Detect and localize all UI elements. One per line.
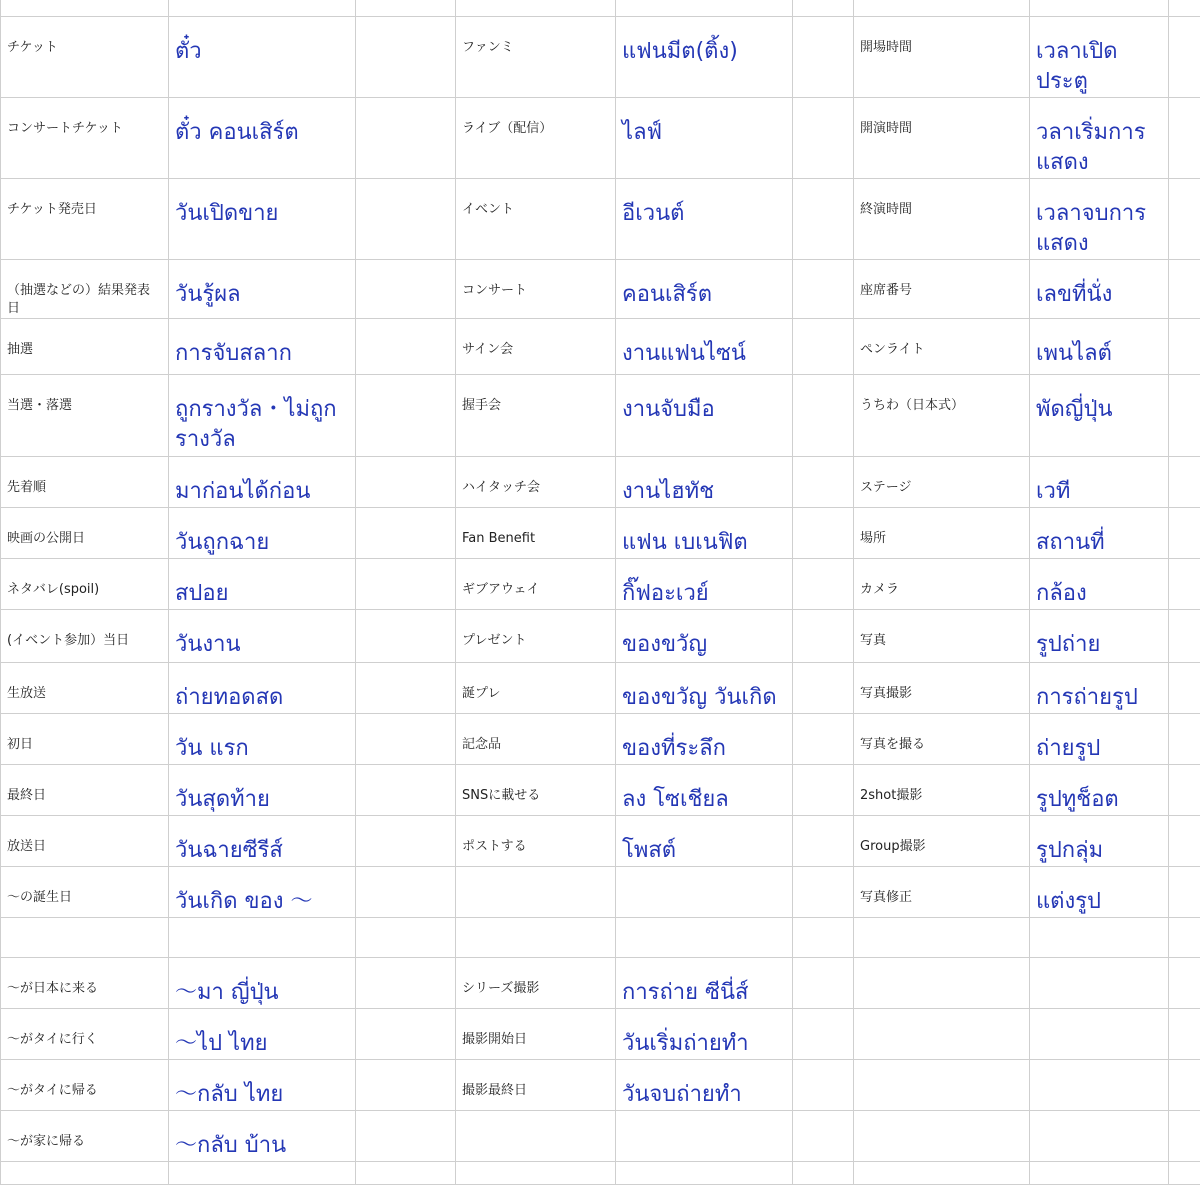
cell-h[interactable]: เลขที่นั่ง	[1030, 260, 1169, 319]
cell-a[interactable]: チケット	[1, 17, 169, 98]
cell-h[interactable]: รูปถ่าย	[1030, 610, 1169, 663]
cell-b[interactable]: 〜ไป ไทย	[169, 1009, 356, 1060]
cell-h[interactable]	[1030, 1060, 1169, 1111]
table-row	[1, 1060, 1200, 1111]
cell-f[interactable]	[793, 559, 854, 610]
cell-b[interactable]: วันถูกฉาย	[169, 508, 356, 559]
cell-b[interactable]: ตั๋ว	[169, 17, 356, 98]
cell-g[interactable]: うちわ（日本式）	[854, 375, 1030, 457]
cell-f[interactable]	[793, 714, 854, 765]
table-row	[1, 17, 1200, 98]
cell-b[interactable]: สปอย	[169, 559, 356, 610]
cell-g[interactable]	[854, 1009, 1030, 1060]
cell-i[interactable]	[1169, 663, 1200, 714]
cell-e[interactable]: วันจบถ่ายทำ	[616, 1060, 793, 1111]
cell-b[interactable]	[169, 918, 356, 958]
cell-h[interactable]: การถ่ายรูป	[1030, 663, 1169, 714]
cell-f[interactable]	[793, 508, 854, 559]
cell-b[interactable]: วันสุดท้าย	[169, 765, 356, 816]
table-row	[1, 958, 1200, 1009]
cell-h[interactable]: ถ่ายรูป	[1030, 714, 1169, 765]
cell-a[interactable]: 〜がタイに行く	[1, 1009, 169, 1060]
cell-i[interactable]	[1169, 457, 1200, 508]
cell-h[interactable]: พัดญี่ปุ่น	[1030, 375, 1169, 457]
cell-c[interactable]	[356, 98, 456, 179]
cell-g[interactable]	[854, 918, 1030, 958]
cell-f[interactable]	[793, 765, 854, 816]
cell-d[interactable]: ファンミ	[456, 17, 616, 98]
cell-g[interactable]: カメラ	[854, 559, 1030, 610]
cell-c[interactable]	[356, 319, 456, 375]
cell-c[interactable]	[356, 260, 456, 319]
cell-a[interactable]: 〜がタイに帰る	[1, 1060, 169, 1111]
cell-e[interactable]	[616, 918, 793, 958]
cell-f[interactable]	[793, 0, 854, 17]
cell-a[interactable]: チケット発売日	[1, 179, 169, 260]
table-row	[1, 559, 1200, 610]
cell-g[interactable]: 写真修正	[854, 867, 1030, 918]
cell-f[interactable]	[793, 179, 854, 260]
cell-h[interactable]: รูปกลุ่ม	[1030, 816, 1169, 867]
cell-f[interactable]	[793, 663, 854, 714]
cell-c[interactable]	[356, 1009, 456, 1060]
table-row	[1, 610, 1200, 663]
cell-i[interactable]	[1169, 1111, 1200, 1162]
cell-c[interactable]	[356, 918, 456, 958]
cell-e[interactable]: ลง โซเชียล	[616, 765, 793, 816]
cell-a[interactable]: 初日	[1, 714, 169, 765]
cell-g[interactable]: 場所	[854, 508, 1030, 559]
cell-g[interactable]: 2shot撮影	[854, 765, 1030, 816]
cell-f[interactable]	[793, 958, 854, 1009]
cell-i[interactable]	[1169, 958, 1200, 1009]
cell-a[interactable]	[1, 918, 169, 958]
cell-f[interactable]	[793, 457, 854, 508]
cell-h[interactable]	[1030, 958, 1169, 1009]
cell-e[interactable]: แฟน เบเนฟิต	[616, 508, 793, 559]
cell-i[interactable]	[1169, 260, 1200, 319]
cell-f[interactable]	[793, 375, 854, 457]
cell-a[interactable]	[1, 1162, 169, 1185]
cell-i[interactable]	[1169, 918, 1200, 958]
cell-e[interactable]: แฟนมีต(ติ้ง)	[616, 17, 793, 98]
cell-c[interactable]	[356, 663, 456, 714]
cell-c[interactable]	[356, 867, 456, 918]
cell-e[interactable]	[616, 1111, 793, 1162]
cell-i[interactable]	[1169, 867, 1200, 918]
cell-h[interactable]	[1030, 1009, 1169, 1060]
cell-d[interactable]: 撮影開始日	[456, 1009, 616, 1060]
cell-d[interactable]: プレゼント	[456, 610, 616, 663]
cell-e[interactable]: กิ๊ฟอะเวย์	[616, 559, 793, 610]
cell-i[interactable]	[1169, 559, 1200, 610]
table-row	[1, 179, 1200, 260]
cell-h[interactable]	[1030, 918, 1169, 958]
cell-h[interactable]	[1030, 0, 1169, 17]
table-row	[1, 867, 1200, 918]
cell-c[interactable]	[356, 0, 456, 17]
cell-e[interactable]: การถ่าย ซีนี่ส์	[616, 958, 793, 1009]
cell-i[interactable]	[1169, 1060, 1200, 1111]
cell-a[interactable]: 最終日	[1, 765, 169, 816]
cell-e[interactable]: ของขวัญ	[616, 610, 793, 663]
cell-g[interactable]: ペンライト	[854, 319, 1030, 375]
cell-b[interactable]	[169, 1162, 356, 1185]
cell-e[interactable]: งานไฮทัช	[616, 457, 793, 508]
cell-b[interactable]: 〜กลับ ไทย	[169, 1060, 356, 1111]
cell-a[interactable]: 放送日	[1, 816, 169, 867]
cell-c[interactable]	[356, 958, 456, 1009]
cell-a[interactable]: 当選・落選	[1, 375, 169, 457]
cell-c[interactable]	[356, 375, 456, 457]
table-row	[1, 375, 1200, 457]
cell-d[interactable]	[456, 918, 616, 958]
cell-f[interactable]	[793, 98, 854, 179]
cell-h[interactable]: สถานที่	[1030, 508, 1169, 559]
cell-h[interactable]: กล้อง	[1030, 559, 1169, 610]
cell-c[interactable]	[356, 17, 456, 98]
cell-d[interactable]: Fan Benefit	[456, 508, 616, 559]
cell-g[interactable]: 終演時間	[854, 179, 1030, 260]
cell-g[interactable]	[854, 1060, 1030, 1111]
cell-g[interactable]	[854, 1162, 1030, 1185]
cell-i[interactable]	[1169, 375, 1200, 457]
cell-h[interactable]: รูปทูช็อต	[1030, 765, 1169, 816]
cell-e[interactable]: ของขวัญ วันเกิด	[616, 663, 793, 714]
cell-f[interactable]	[793, 610, 854, 663]
cell-a[interactable]: 生放送	[1, 663, 169, 714]
cell-d[interactable]: ポストする	[456, 816, 616, 867]
cell-g[interactable]: 開演時間	[854, 98, 1030, 179]
cell-b[interactable]	[169, 0, 356, 17]
cell-f[interactable]	[793, 260, 854, 319]
cell-f[interactable]	[793, 1009, 854, 1060]
cell-d[interactable]: ライブ（配信）	[456, 98, 616, 179]
cell-c[interactable]	[356, 610, 456, 663]
cell-a[interactable]: 映画の公開日	[1, 508, 169, 559]
cell-b[interactable]: วันฉายซีรีส์	[169, 816, 356, 867]
cell-i[interactable]	[1169, 98, 1200, 179]
table-row	[1, 1009, 1200, 1060]
cell-e[interactable]: คอนเสิร์ต	[616, 260, 793, 319]
cell-d[interactable]	[456, 1162, 616, 1185]
cell-i[interactable]	[1169, 765, 1200, 816]
cell-c[interactable]	[356, 816, 456, 867]
cell-a[interactable]: 先着順	[1, 457, 169, 508]
cell-h[interactable]	[1030, 1111, 1169, 1162]
cell-i[interactable]	[1169, 1009, 1200, 1060]
cell-d[interactable]: ハイタッチ会	[456, 457, 616, 508]
cell-g[interactable]: 写真	[854, 610, 1030, 663]
cell-b[interactable]: 〜มา ญี่ปุ่น	[169, 958, 356, 1009]
cell-g[interactable]: 座席番号	[854, 260, 1030, 319]
cell-b[interactable]: วันเกิด ของ 〜	[169, 867, 356, 918]
cell-a[interactable]	[1, 0, 169, 17]
cell-g[interactable]: ステージ	[854, 457, 1030, 508]
cell-g[interactable]: 写真を撮る	[854, 714, 1030, 765]
cell-h[interactable]: เวลาเปิดประตู	[1030, 17, 1169, 98]
spreadsheet-body	[1, 0, 1200, 1185]
cell-c[interactable]	[356, 1060, 456, 1111]
cell-c[interactable]	[356, 1111, 456, 1162]
cell-b[interactable]: วันรู้ผล	[169, 260, 356, 319]
cell-e[interactable]	[616, 1162, 793, 1185]
cell-i[interactable]	[1169, 17, 1200, 98]
cell-i[interactable]	[1169, 714, 1200, 765]
cell-f[interactable]	[793, 867, 854, 918]
table-row	[1, 0, 1200, 17]
cell-f[interactable]	[793, 816, 854, 867]
cell-g[interactable]	[854, 0, 1030, 17]
cell-e[interactable]: อีเวนต์	[616, 179, 793, 260]
cell-d[interactable]	[456, 867, 616, 918]
cell-c[interactable]	[356, 508, 456, 559]
cell-i[interactable]	[1169, 319, 1200, 375]
table-row	[1, 765, 1200, 816]
cell-h[interactable]: วลาเริ่มการแสดง	[1030, 98, 1169, 179]
cell-d[interactable]: SNSに載せる	[456, 765, 616, 816]
cell-b[interactable]: ตั๋ว คอนเสิร์ต	[169, 98, 356, 179]
cell-d[interactable]: 記念品	[456, 714, 616, 765]
cell-e[interactable]	[616, 0, 793, 17]
cell-b[interactable]: ถูกรางวัล・ไม่ถูกรางวัล	[169, 375, 356, 457]
table-row	[1, 663, 1200, 714]
cell-b[interactable]: การจับสลาก	[169, 319, 356, 375]
cell-e[interactable]: งานจับมือ	[616, 375, 793, 457]
cell-i[interactable]	[1169, 1162, 1200, 1185]
cell-e[interactable]	[616, 867, 793, 918]
cell-d[interactable]: 握手会	[456, 375, 616, 457]
cell-f[interactable]	[793, 1162, 854, 1185]
table-row	[1, 918, 1200, 958]
cell-a[interactable]: 〜が家に帰る	[1, 1111, 169, 1162]
cell-a[interactable]: (イベント参加）当日	[1, 610, 169, 663]
cell-h[interactable]	[1030, 1162, 1169, 1185]
cell-c[interactable]	[356, 179, 456, 260]
table-row	[1, 816, 1200, 867]
cell-i[interactable]	[1169, 816, 1200, 867]
cell-b[interactable]: 〜กลับ บ้าน	[169, 1111, 356, 1162]
cell-c[interactable]	[356, 457, 456, 508]
table-row	[1, 714, 1200, 765]
cell-e[interactable]: ของที่ระลึก	[616, 714, 793, 765]
table-row	[1, 1162, 1200, 1185]
cell-g[interactable]: 開場時間	[854, 17, 1030, 98]
table-row	[1, 508, 1200, 559]
cell-c[interactable]	[356, 1162, 456, 1185]
cell-a[interactable]: 〜の誕生日	[1, 867, 169, 918]
cell-f[interactable]	[793, 17, 854, 98]
cell-c[interactable]	[356, 765, 456, 816]
cell-d[interactable]	[456, 1111, 616, 1162]
cell-h[interactable]: เวที	[1030, 457, 1169, 508]
cell-a[interactable]: ネタバレ(spoil)	[1, 559, 169, 610]
cell-d[interactable]: 誕プレ	[456, 663, 616, 714]
cell-e[interactable]: ไลฟ์	[616, 98, 793, 179]
cell-b[interactable]: ถ่ายทอดสด	[169, 663, 356, 714]
cell-i[interactable]	[1169, 179, 1200, 260]
cell-d[interactable]	[456, 0, 616, 17]
cell-c[interactable]	[356, 714, 456, 765]
cell-a[interactable]: 抽選	[1, 319, 169, 375]
cell-g[interactable]	[854, 1111, 1030, 1162]
table-row	[1, 319, 1200, 375]
cell-f[interactable]	[793, 918, 854, 958]
cell-a[interactable]: （抽選などの）結果発表日	[1, 260, 169, 319]
cell-c[interactable]	[356, 559, 456, 610]
cell-h[interactable]: เพนไลต์	[1030, 319, 1169, 375]
cell-f[interactable]	[793, 319, 854, 375]
cell-d[interactable]: イベント	[456, 179, 616, 260]
cell-f[interactable]	[793, 1111, 854, 1162]
cell-i[interactable]	[1169, 610, 1200, 663]
table-row	[1, 98, 1200, 179]
cell-d[interactable]: シリーズ撮影	[456, 958, 616, 1009]
cell-b[interactable]: วันงาน	[169, 610, 356, 663]
cell-d[interactable]: コンサート	[456, 260, 616, 319]
cell-f[interactable]	[793, 1060, 854, 1111]
cell-i[interactable]	[1169, 0, 1200, 17]
cell-g[interactable]: Group撮影	[854, 816, 1030, 867]
cell-a[interactable]: コンサートチケット	[1, 98, 169, 179]
table-row	[1, 1111, 1200, 1162]
cell-b[interactable]: วัน แรก	[169, 714, 356, 765]
cell-h[interactable]: แต่งรูป	[1030, 867, 1169, 918]
cell-e[interactable]: งานแฟนไซน์	[616, 319, 793, 375]
cell-d[interactable]: 撮影最終日	[456, 1060, 616, 1111]
cell-g[interactable]	[854, 958, 1030, 1009]
cell-e[interactable]: วันเริ่มถ่ายทำ	[616, 1009, 793, 1060]
cell-i[interactable]	[1169, 508, 1200, 559]
cell-b[interactable]: วันเปิดขาย	[169, 179, 356, 260]
cell-d[interactable]: サイン会	[456, 319, 616, 375]
cell-h[interactable]: เวลาจบการแสดง	[1030, 179, 1169, 260]
table-row	[1, 260, 1200, 319]
cell-e[interactable]: โพสต์	[616, 816, 793, 867]
cell-g[interactable]: 写真撮影	[854, 663, 1030, 714]
cell-d[interactable]: ギブアウェイ	[456, 559, 616, 610]
table-row	[1, 457, 1200, 508]
cell-a[interactable]: 〜が日本に来る	[1, 958, 169, 1009]
cell-b[interactable]: มาก่อนได้ก่อน	[169, 457, 356, 508]
